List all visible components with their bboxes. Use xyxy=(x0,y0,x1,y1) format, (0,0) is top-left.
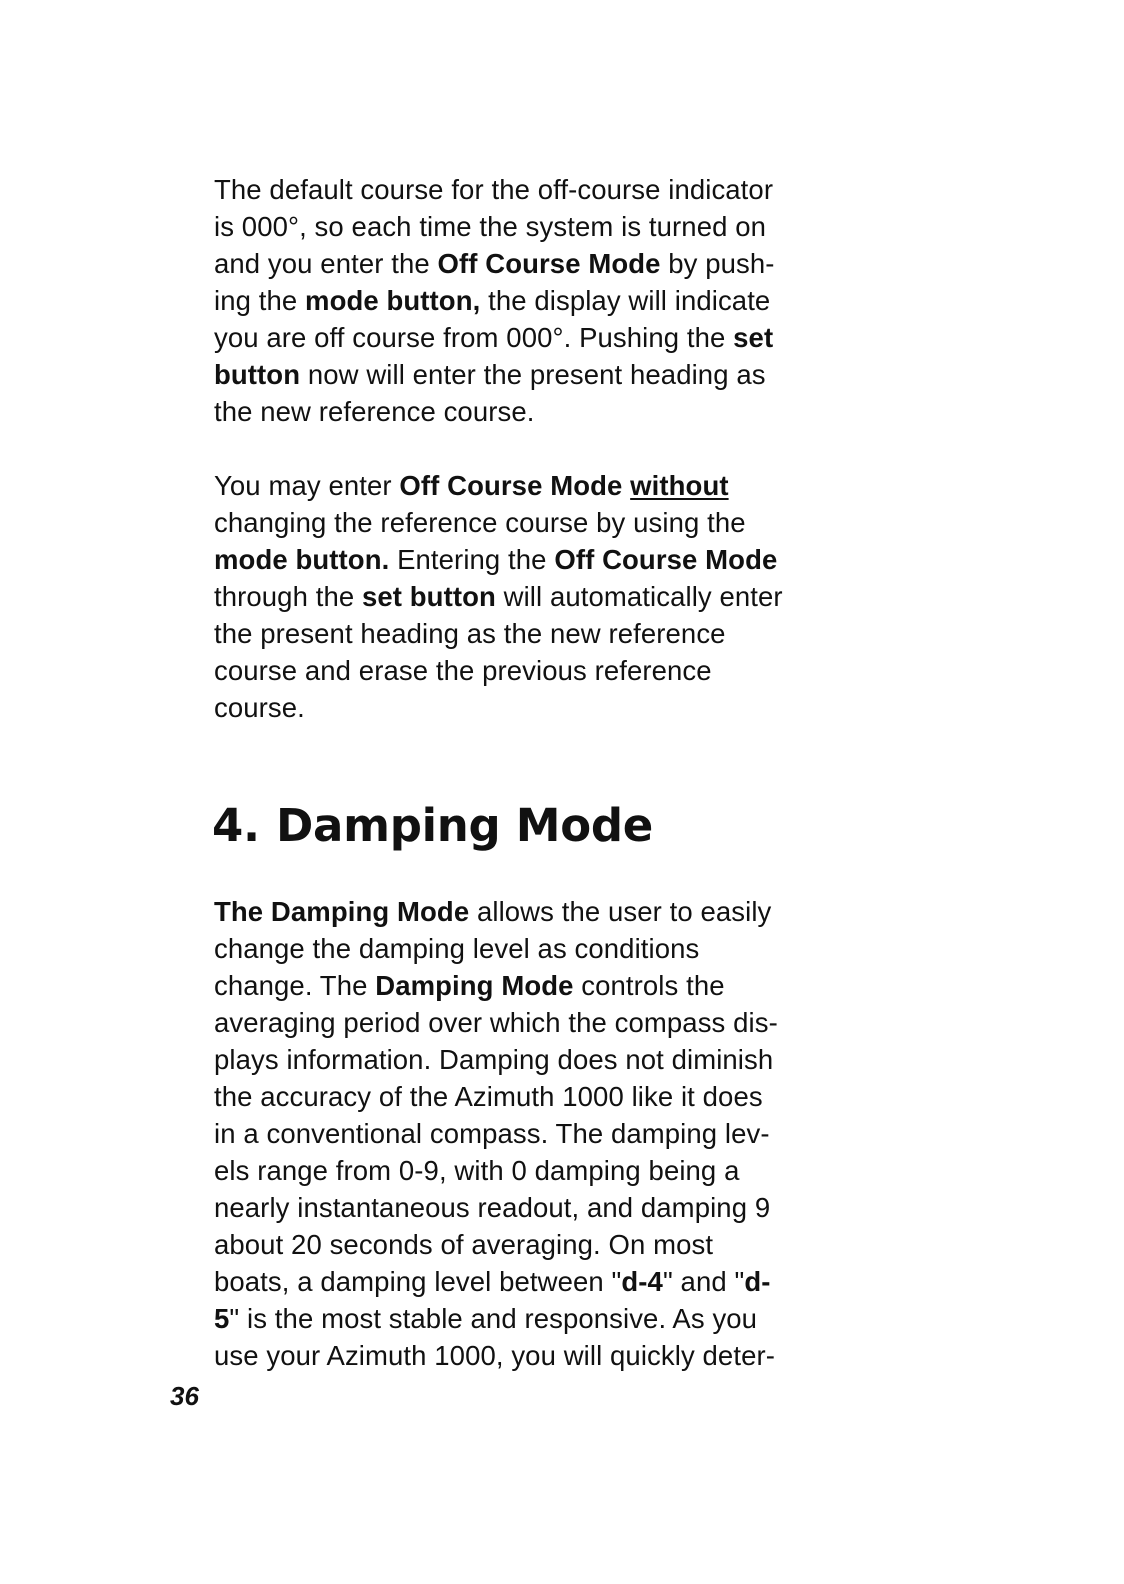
text-line: change. The Damping Mode controls the xyxy=(214,970,725,1001)
text-line: course and erase the previous reference xyxy=(214,655,712,686)
text-line: averaging period over which the compass dis- xyxy=(214,1007,778,1038)
text-line: course. xyxy=(214,692,305,723)
bold-term: Off Course Mode xyxy=(399,470,623,501)
text-line: about 20 seconds of averaging. On most xyxy=(214,1229,714,1260)
section-number: 4. xyxy=(212,799,260,852)
text-line: is 000°, so each time the system is turned on xyxy=(214,211,767,242)
text-line: changing the reference course by using the xyxy=(214,507,746,538)
text-line: The Damping Mode allows the user to easily xyxy=(214,896,772,927)
text-line: 5" is the most stable and responsive. As you xyxy=(214,1303,758,1334)
text-line: boats, a damping level between "d-4" and "d- xyxy=(214,1266,771,1297)
text-line: the accuracy of the Azimuth 1000 like it does xyxy=(214,1081,763,1112)
bold-term: mode button. xyxy=(214,544,390,575)
text-line: the new reference course. xyxy=(214,396,535,427)
text-line: in a conventional compass. The damping lev- xyxy=(214,1118,770,1149)
text-line: change the damping level as conditions xyxy=(214,933,700,964)
section-title: Damping Mode xyxy=(276,799,653,852)
off-course-default-paragraph xyxy=(214,171,874,430)
bold-term: Off Course Mode xyxy=(437,248,661,279)
text-line: nearly instantaneous readout, and damping 9 xyxy=(214,1192,771,1223)
text-line: mode button. Entering the Off Course Mode xyxy=(214,544,778,575)
off-course-without-paragraph xyxy=(214,467,874,726)
text-line: use your Azimuth 1000, you will quickly deter- xyxy=(214,1340,775,1371)
bold-term: Off Course Mode xyxy=(554,544,778,575)
bold-term: d- xyxy=(744,1266,771,1297)
underlined-term: without xyxy=(630,470,729,501)
bold-term: mode button, xyxy=(305,285,481,316)
text-line: through the set button will automatically enter xyxy=(214,581,783,612)
page-number: 36 xyxy=(170,1381,199,1411)
text-line: The default course for the off-course indicator xyxy=(214,174,774,205)
text-line: els range from 0-9, with 0 damping being a xyxy=(214,1155,740,1186)
text-line: You may enter Off Course Mode without xyxy=(214,470,729,501)
text-line: ing the mode button, the display will indicate xyxy=(214,285,771,316)
text-line: you are off course from 000°. Pushing the set xyxy=(214,322,774,353)
section-heading xyxy=(212,795,653,857)
text-line: plays information. Damping does not diminish xyxy=(214,1044,774,1075)
text-line: the present heading as the new reference xyxy=(214,618,726,649)
bold-term: Damping Mode xyxy=(375,970,574,1001)
bold-term: The Damping Mode xyxy=(214,896,470,927)
bold-term: set button xyxy=(361,581,496,612)
text-line: and you enter the Off Course Mode by push- xyxy=(214,248,775,279)
bold-term: d-4 xyxy=(621,1266,663,1297)
damping-mode-paragraph xyxy=(214,893,874,1374)
bold-term: 5 xyxy=(214,1303,230,1334)
bold-term: set xyxy=(733,322,774,353)
text-line: button now will enter the present heading as xyxy=(214,359,766,390)
bold-term: button xyxy=(214,359,301,390)
